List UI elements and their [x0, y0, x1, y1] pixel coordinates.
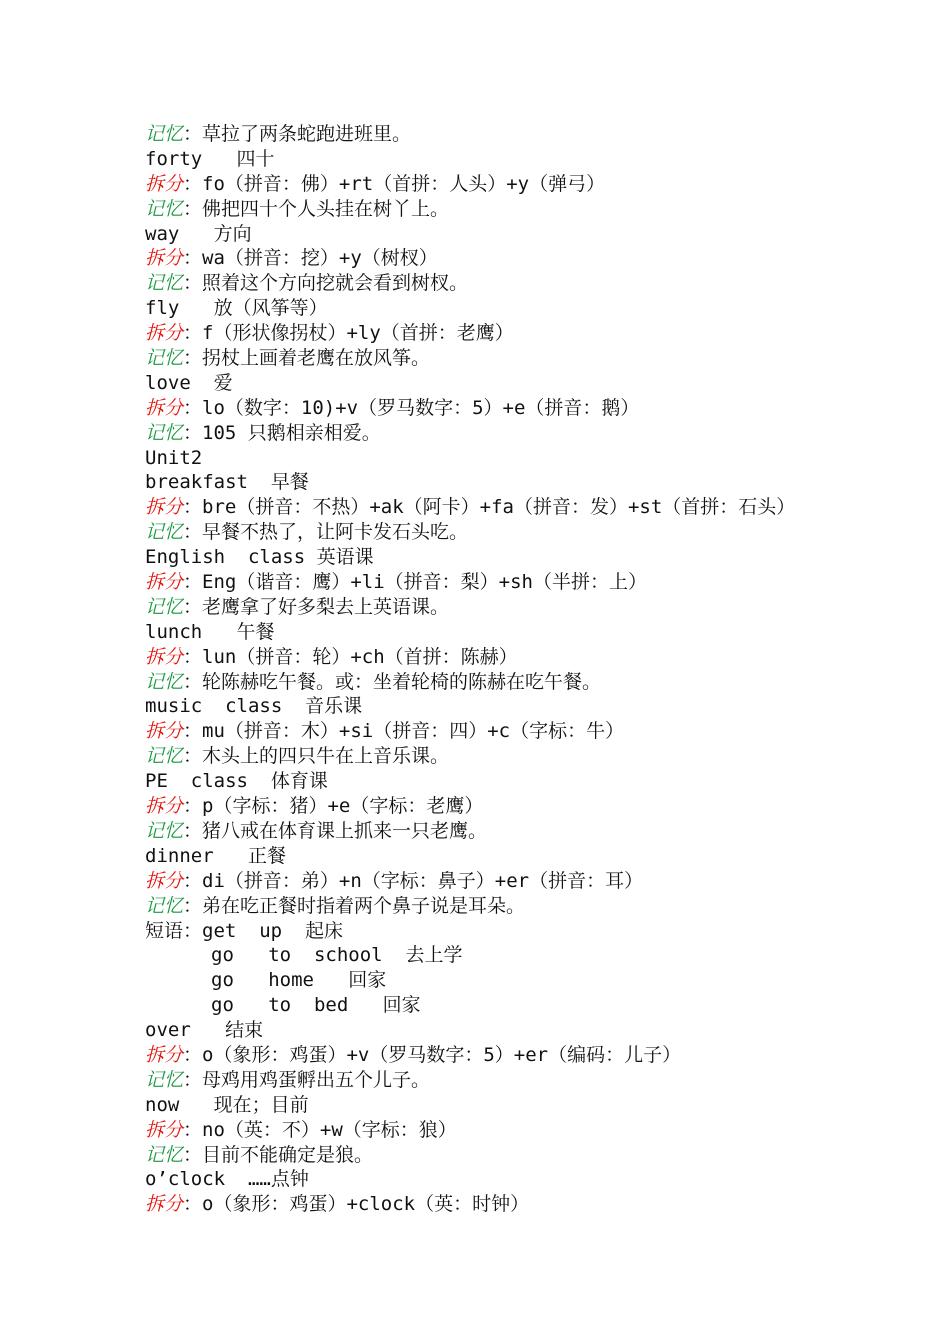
word-line: now 现在；目前 — [145, 1093, 309, 1116]
word-line: Unit2 — [145, 446, 203, 469]
phrase-line: go to school 去上学 — [211, 944, 463, 967]
memory-label: 记忆 — [145, 1143, 184, 1166]
memory-line — [145, 197, 935, 222]
line-text: ：轮陈赫吃午餐。或：坐着轮椅的陈赫在吃午餐。 — [183, 670, 602, 693]
split-line — [145, 645, 935, 670]
memory-label: 记忆 — [145, 1068, 184, 1091]
line-text: ：猪八戒在体育课上抓来一只老鹰。 — [183, 819, 488, 842]
line-text: ：p（字标：猪）+e（字标：老鹰） — [183, 795, 484, 818]
document-page — [145, 122, 935, 1217]
line-text: ：草拉了两条蛇跑进班里。 — [183, 123, 412, 145]
memory-line — [145, 122, 935, 147]
line-text: ：fo（拼音：佛）+rt（首拼：人头）+y（弹弓） — [183, 172, 606, 195]
phrase-line: go to bed 回家 — [211, 994, 421, 1017]
split-label: 拆分 — [145, 1118, 184, 1141]
split-label: 拆分 — [145, 247, 184, 270]
line-text: ：木头上的四只牛在上音乐课。 — [183, 745, 450, 768]
split-label: 拆分 — [145, 869, 184, 892]
split-line — [145, 1192, 935, 1217]
split-line — [145, 396, 935, 421]
line-text: ：di（拼音：弟）+n（字标：鼻子）+er（拼音：耳） — [183, 869, 644, 892]
memory-label: 记忆 — [145, 123, 184, 145]
line-text: ：母鸡用鸡蛋孵出五个儿子。 — [183, 1068, 431, 1091]
word-line: over 结束 — [145, 1019, 264, 1042]
split-line — [145, 321, 935, 346]
line-text: ：f（形状像拐杖）+ly（首拼：老鹰） — [183, 322, 514, 345]
memory-line — [145, 670, 935, 695]
line-text: ：拐杖上画着老鹰在放风筝。 — [183, 347, 431, 370]
line-text: ：Eng（谐音：鹰）+li（拼音：梨）+sh（半拼：上） — [183, 571, 647, 594]
memory-label: 记忆 — [145, 521, 184, 544]
word-line: way 方向 — [145, 222, 252, 245]
line-text: ：no（英：不）+w（字标：狼） — [183, 1118, 457, 1141]
memory-label: 记忆 — [145, 272, 184, 295]
memory-label: 记忆 — [145, 819, 184, 842]
memory-line — [145, 421, 935, 446]
word-line: o’clock ……点钟 — [145, 1168, 309, 1191]
memory-line — [145, 520, 935, 545]
split-line — [145, 246, 935, 271]
split-line — [145, 719, 935, 744]
word-line: love 爱 — [145, 371, 233, 394]
memory-label: 记忆 — [145, 745, 184, 768]
line-text: ：lo（数字：10)+v（罗马数字：5）+e（拼音：鹅） — [183, 396, 640, 419]
memory-line — [145, 1143, 935, 1168]
word-line: English class 英语课 — [145, 546, 374, 569]
memory-line — [145, 595, 935, 620]
split-label: 拆分 — [145, 396, 184, 419]
line-text: ：早餐不热了，让阿卡发石头吃。 — [183, 521, 469, 544]
split-label: 拆分 — [145, 496, 184, 519]
split-label: 拆分 — [145, 795, 184, 818]
line-text: ：o（象形：鸡蛋）+v（罗马数字：5）+er（编码：儿子） — [183, 1043, 682, 1066]
split-line — [145, 1118, 935, 1143]
split-line — [145, 869, 935, 894]
split-label: 拆分 — [145, 645, 184, 668]
split-label: 拆分 — [145, 1043, 184, 1066]
line-text: ：mu（拼音：木）+si（拼音：四）+c（字标：牛） — [183, 720, 625, 743]
word-line: PE class 体育课 — [145, 770, 328, 793]
line-text: ：wa（拼音：挖）+y（树杈） — [183, 247, 438, 270]
word-line: fly 放（风筝等） — [145, 297, 328, 320]
memory-line — [145, 1068, 935, 1093]
memory-line — [145, 894, 935, 919]
split-line — [145, 495, 935, 520]
memory-label: 记忆 — [145, 894, 184, 917]
memory-label: 记忆 — [145, 421, 184, 444]
line-text: ：105 只鹅相亲相爱。 — [183, 421, 381, 444]
word-line: breakfast 早餐 — [145, 471, 309, 494]
split-line — [145, 794, 935, 819]
line-text: ：弟在吃正餐时指着两个鼻子说是耳朵。 — [183, 894, 526, 917]
line-text: ：o（象形：鸡蛋）+clock（英：时钟） — [183, 1193, 530, 1216]
memory-line — [145, 819, 935, 844]
memory-line — [145, 744, 935, 769]
line-text: ：目前不能确定是狼。 — [183, 1143, 374, 1166]
line-text: ：老鹰拿了好多梨去上英语课。 — [183, 595, 450, 618]
split-label: 拆分 — [145, 1193, 184, 1216]
split-label: 拆分 — [145, 720, 184, 743]
word-line: music class 音乐课 — [145, 695, 363, 718]
memory-line — [145, 271, 935, 296]
line-text: ：佛把四十个人头挂在树丫上。 — [183, 197, 450, 220]
word-line: forty 四十 — [145, 147, 275, 170]
memory-line — [145, 346, 935, 371]
split-label: 拆分 — [145, 322, 184, 345]
split-line — [145, 172, 935, 197]
split-line — [145, 1043, 935, 1068]
memory-label: 记忆 — [145, 347, 184, 370]
split-line — [145, 570, 935, 595]
split-label: 拆分 — [145, 172, 184, 195]
line-text: ：照着这个方向挖就会看到树杈。 — [183, 272, 469, 295]
phrase-line: go home 回家 — [211, 969, 387, 992]
line-text: ：bre（拼音：不热）+ak（阿卡）+fa（拼音：发）+st（首拼：石头） — [183, 496, 796, 519]
word-line: dinner 正餐 — [145, 844, 286, 867]
line-text: ：lun（拼音：轮）+ch（首拼：陈赫） — [183, 645, 518, 668]
memory-label: 记忆 — [145, 595, 184, 618]
memory-label: 记忆 — [145, 670, 184, 693]
word-line: 短语：get up 起床 — [145, 919, 343, 942]
memory-label: 记忆 — [145, 197, 184, 220]
word-line: lunch 午餐 — [145, 620, 275, 643]
split-label: 拆分 — [145, 571, 184, 594]
